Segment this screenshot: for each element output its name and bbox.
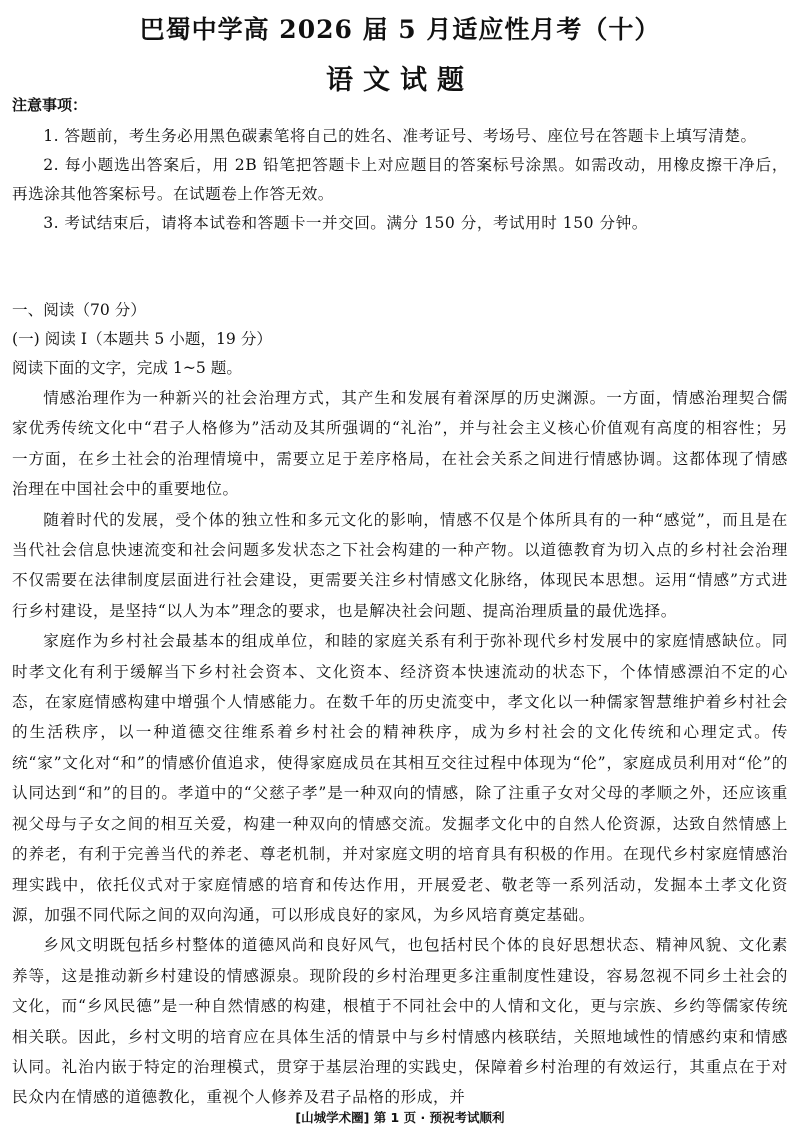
subject-title: 语文试题 xyxy=(326,65,474,96)
passage-paragraph: 乡风文明既包括乡村整体的道德风尚和良好风气，也包括村民个体的良好思想状态、精神风貌、文化素养等，这是推动新乡村建设的情感源泉。现阶段的乡村治理更多注重制度性建设，容易忽视不同乡土社会的文化，而“乡风民德”是一种自然情感的构建，根植于不同社会中的人情和文化，更与宗族、乡约等儒家传统相关联。因此，乡村文明的培育应在具体生活的情景中与乡村情感内核联结，关照地域性的情感约束和情感认同。礼治内嵌于特定的治理模式，贯穿于基层治理的实践史，保障着乡村治理的有效运行，其重点在于对民众内在情感的道德教化，重视个人修养及君子品格的形成，并 xyxy=(12,936,788,1107)
notice-heading: 注意事项： xyxy=(12,96,88,114)
passage-paragraph: 情感治理作为一种新兴的社会治理方式，其产生和发展有着深厚的历史渊源。一方面，情感治理契合儒家优秀传统文化中“君子人格修为”活动及其所强调的“礼治”，并与社会主义核心价值观有高度的相容性；另一方面，在乡土社会的治理情境中，需要立足于差序格局，在社会关系之间进行情感协调。这都体现了情感治理在中国社会中的重要地位。 xyxy=(12,389,788,499)
section-heading: 一、阅读（70 分） xyxy=(12,301,146,319)
section-instruction: 阅读下面的文字，完成 1~5 题。 xyxy=(12,359,242,377)
section-subheading: (一) 阅读 I（本题共 5 小题，19 分） xyxy=(12,330,273,348)
notice-item: 2. 每小题选出答案后，用 2B 铅笔把答题卡上对应题目的答案标号涂黑。如需改动，用橡皮擦干净后，再选涂其他答案标号。在试题卷上作答无效。 xyxy=(12,156,788,203)
notice-item: 3. 考试结束后，请将本试卷和答题卡一并交回。满分 150 分，考试用时 150 分钟。 xyxy=(43,214,648,232)
exam-title: 巴蜀中学高 2026 届 5 月适应性月考（十） xyxy=(139,15,661,44)
passage-paragraph: 随着时代的发展，受个体的独立性和多元文化的影响，情感不仅是个体所具有的一种“感觉”，而且是在当代社会信息快速流变和社会问题多发状态之下社会构建的一种产物。以道德教育为切入点的乡村社会治理不仅需要在法律制度层面进行社会建设，更需要关注乡村情感文化脉络，体现民本思想。运用“情感”方式进行乡村建设，是坚持“以人为本”理念的要求，也是解决社会问题、提高治理质量的最优选择。 xyxy=(12,510,788,620)
notice-item: 1. 答题前，考生务必用黑色碳素笔将自己的姓名、准考证号、考场号、座位号在答题卡上填写清楚。 xyxy=(43,127,757,145)
notice-list xyxy=(12,122,788,238)
reading-section xyxy=(12,296,788,1113)
page-footer: [山城学术圈] 第 1 页 · 预祝考试顺利 xyxy=(295,1110,505,1125)
passage-paragraph: 家庭作为乡村社会最基本的组成单位，和睦的家庭关系有利于弥补现代乡村发展中的家庭情感缺位。同时孝文化有利于缓解当下乡村社会资本、文化资本、经济资本快速流动的状态下，个体情感漂泊不定的心态，在家庭情感构建中增强个人情感能力。在数千年的历史流变中，孝文化以一种儒家智慧维护着乡村社会的生活秩序，以一种道德交往维系着乡村社会的精神秩序，成为乡村社会的文化传统和心理定式。传统“家”文化对“和”的情感价值追求，使得家庭成员在其相互交往过程中体现为“伦”，家庭成员利用对“伦”的认同达到“和”的目的。孝道中的“父慈子孝”是一种双向的情感，除了注重子女对父母的孝顺之外，还应该重视父母与子女之间的相互关爱，构建一种双向的情感交流。发掘孝文化中的自然人伦资源，达致自然情感上的养老，有利于完善当代的养老、尊老机制，并对家庭文明的培育具有积极的作用。在现代乡村家庭情感治理实践中，依托仪式对于家庭情感的培育和传达作用，开展爱老、敬老等一系列活动，发掘本土孝文化资源，加强不同代际之间的双向沟通，可以形成良好的家风，为乡风培育奠定基础。 xyxy=(12,632,788,924)
